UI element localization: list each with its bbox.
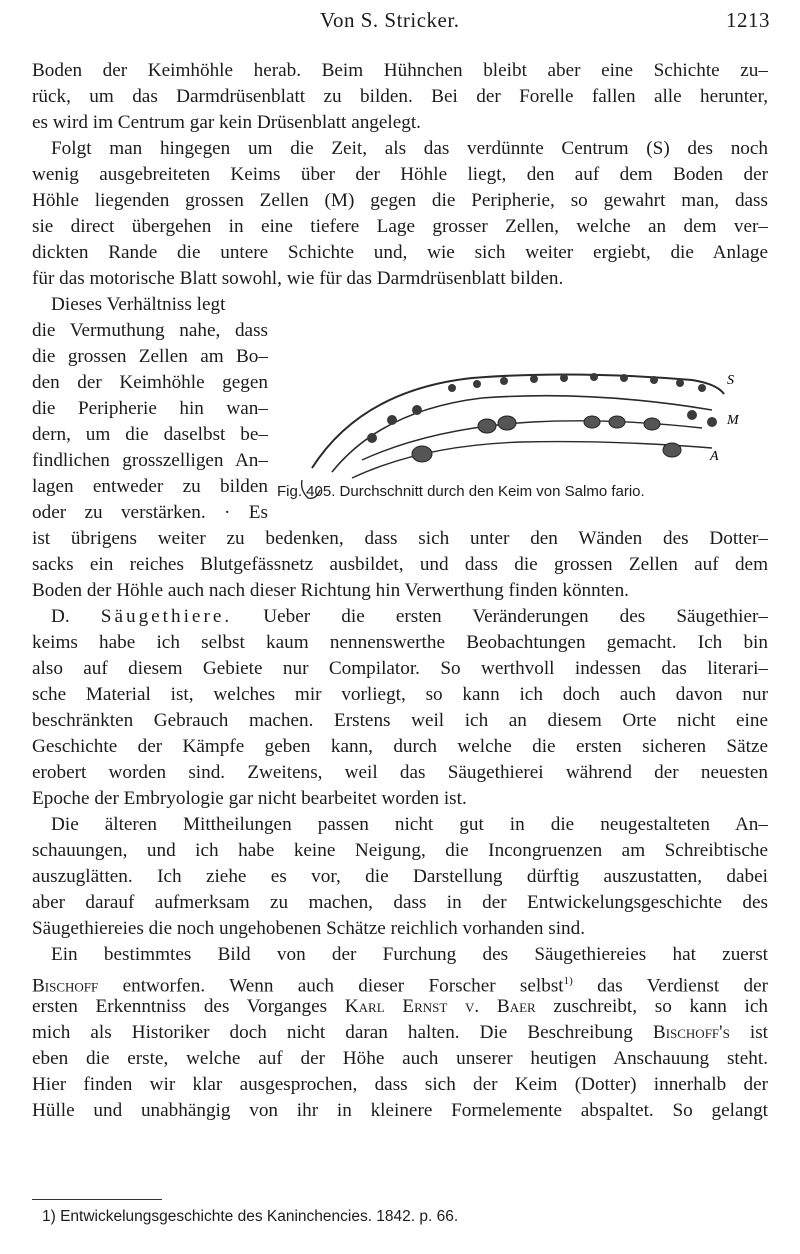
text-line: Dieses Verhältniss legt xyxy=(51,294,226,315)
text-line: auszuglätten. Ich ziehe es vor, die Darstellung dürftig auszustatten, dabei xyxy=(32,866,768,887)
body-text-bottom xyxy=(32,526,768,1124)
author-name: Bischoff xyxy=(32,975,99,994)
text-span: mich als Historiker doch nicht daran halten. Die Beschreibung xyxy=(32,1022,653,1043)
footnote: 1) Entwickelungsgeschichte des Kaninchencies. 1842. p. 66. xyxy=(42,1208,459,1225)
text-span: entworfen. Wenn auch dieser Forscher selbst xyxy=(98,975,564,994)
text-line: oder zu verstärken. · Es xyxy=(32,502,268,523)
text-line: erobert worden sind. Zweitens, weil das Säugethierei während der neuesten xyxy=(32,762,768,783)
running-title: Von S. Stricker. xyxy=(320,8,460,32)
text-line: Höhle liegenden grossen Zellen (M) gegen die Peripherie, so gewahrt man, dass xyxy=(32,190,768,211)
figure-label-s: S xyxy=(727,373,734,388)
text-line: Hülle und unabhängig von ihr in kleinere Formelemente abspaltet. So gelangt xyxy=(32,1100,768,1121)
text-line: Hier finden wir klar ausgesprochen, dass sich der Keim (Dotter) innerhalb der xyxy=(32,1074,768,1095)
text-line: die Vermuthung nahe, dass xyxy=(32,320,268,341)
text-line: es wird im Centrum gar kein Drüsenblatt angelegt. xyxy=(32,112,421,133)
figure-caption: Fig. 405. Durchschnitt durch den Keim von Salmo fario. xyxy=(277,483,645,500)
text-line: schauungen, und ich habe keine Neigung, die Incongruenzen am Schreibtische xyxy=(32,840,768,861)
text-line: Geschichte der Kämpfe geben kann, durch welche die ersten sicheren Sätze xyxy=(32,736,768,757)
text-line: die grossen Zellen am Bo– xyxy=(32,346,268,367)
author-name: Karl Ernst v. Baer xyxy=(344,996,536,1017)
figure-label-a: A xyxy=(710,449,719,464)
text-line: dern, um die daselbst be– xyxy=(32,424,268,445)
text-line: die Peripherie hin wan– xyxy=(32,398,268,419)
text-line: beschränkten Gebrauch machen. Erstens weil ich an diesem Orte nicht eine xyxy=(32,710,768,731)
text-span: ersten Erkenntniss des Vorganges xyxy=(32,996,345,1017)
page-number: 1213 xyxy=(726,8,770,32)
text-line: also auf diesem Gebiete nur Compilator. So werthvoll indessen das literari– xyxy=(32,658,768,679)
author-name: Bischoff's xyxy=(652,1022,730,1043)
text-line: eben die erste, welche auf der Höhe auch unserer heutigen Anschauung steht. xyxy=(32,1048,768,1069)
text-line: sacks ein reiches Blutgefässnetz ausbildet, und dass die grossen Zellen auf dem xyxy=(32,554,768,575)
body-text-top xyxy=(32,58,768,292)
text-span: das Verdienst der xyxy=(572,975,768,994)
text-span: zuschreibt, so kann ich xyxy=(535,996,768,1017)
section-heading-line xyxy=(32,604,768,630)
text-line: sie direct übergehen in eine tiefere Lage grosser Zellen, welche an dem ver– xyxy=(32,216,768,237)
section-prefix: D. xyxy=(51,606,101,627)
text-line: Säugethiereies die noch ungehobenen Schätze reichlich vorhanden sind. xyxy=(32,918,586,939)
figure-label-m: M xyxy=(727,413,739,428)
text-line-composite xyxy=(32,968,768,994)
text-line: Ein bestimmtes Bild von der Furchung des Säugethiereies hat zuerst xyxy=(51,944,768,965)
footnote-rule xyxy=(32,1199,162,1200)
wrap-column xyxy=(32,292,268,526)
text-span: ist xyxy=(729,1022,768,1043)
footnote-ref: 1) xyxy=(563,975,573,987)
text-line: dickten Rande die untere Schichte und, wie sich weiter ergiebt, die Anlage xyxy=(32,242,768,263)
text-line: aber darauf aufmerksam zu machen, dass in der Entwickelungsgeschichte des xyxy=(32,892,768,913)
text-line: für das motorische Blatt sowohl, wie für das Darmdrüsenblatt bilden. xyxy=(32,268,564,289)
text-line: sche Material ist, welches mir vorliegt, so kann ich doch auch davon nur xyxy=(32,684,768,705)
text-line-composite xyxy=(32,1020,768,1046)
text-line: rück, um das Darmdrüsenblatt zu bilden. Bei der Forelle fallen alle herunter, xyxy=(32,86,768,107)
section-title: Säugethiere. xyxy=(100,606,233,627)
text-line: den der Keimhöhle gegen xyxy=(32,372,268,393)
text-span: Ueber die ersten Veränderungen des Säugethier– xyxy=(232,606,768,627)
running-header xyxy=(0,4,800,44)
text-line: ist übrigens weiter zu bedenken, dass sich unter den Wänden des Dotter– xyxy=(32,528,768,549)
text-line: Boden der Keimhöhle herab. Beim Hühnchen bleibt aber eine Schichte zu– xyxy=(32,60,768,81)
text-line: Folgt man hingegen um die Zeit, als das verdünnte Centrum (S) des noch xyxy=(51,138,768,159)
text-line-composite xyxy=(32,994,768,1020)
text-line: Epoche der Embryologie gar nicht bearbeitet worden ist. xyxy=(32,788,467,809)
text-line: wenig ausgebreiteten Keims über der Höhle liegt, den auf dem Boden der xyxy=(32,164,768,185)
text-line: findlichen grosszelligen An– xyxy=(32,450,268,471)
text-line: Die älteren Mittheilungen passen nicht gut in die neugestalteten An– xyxy=(51,814,768,835)
text-line: keims habe ich selbst kaum nennenswerthe Beobachtungen gemacht. Ich bin xyxy=(32,632,768,653)
text-line: lagen entweder zu bilden xyxy=(32,476,268,497)
text-line: Boden der Höhle auch nach dieser Richtung hin Verwerthung finden könnten. xyxy=(32,580,629,601)
